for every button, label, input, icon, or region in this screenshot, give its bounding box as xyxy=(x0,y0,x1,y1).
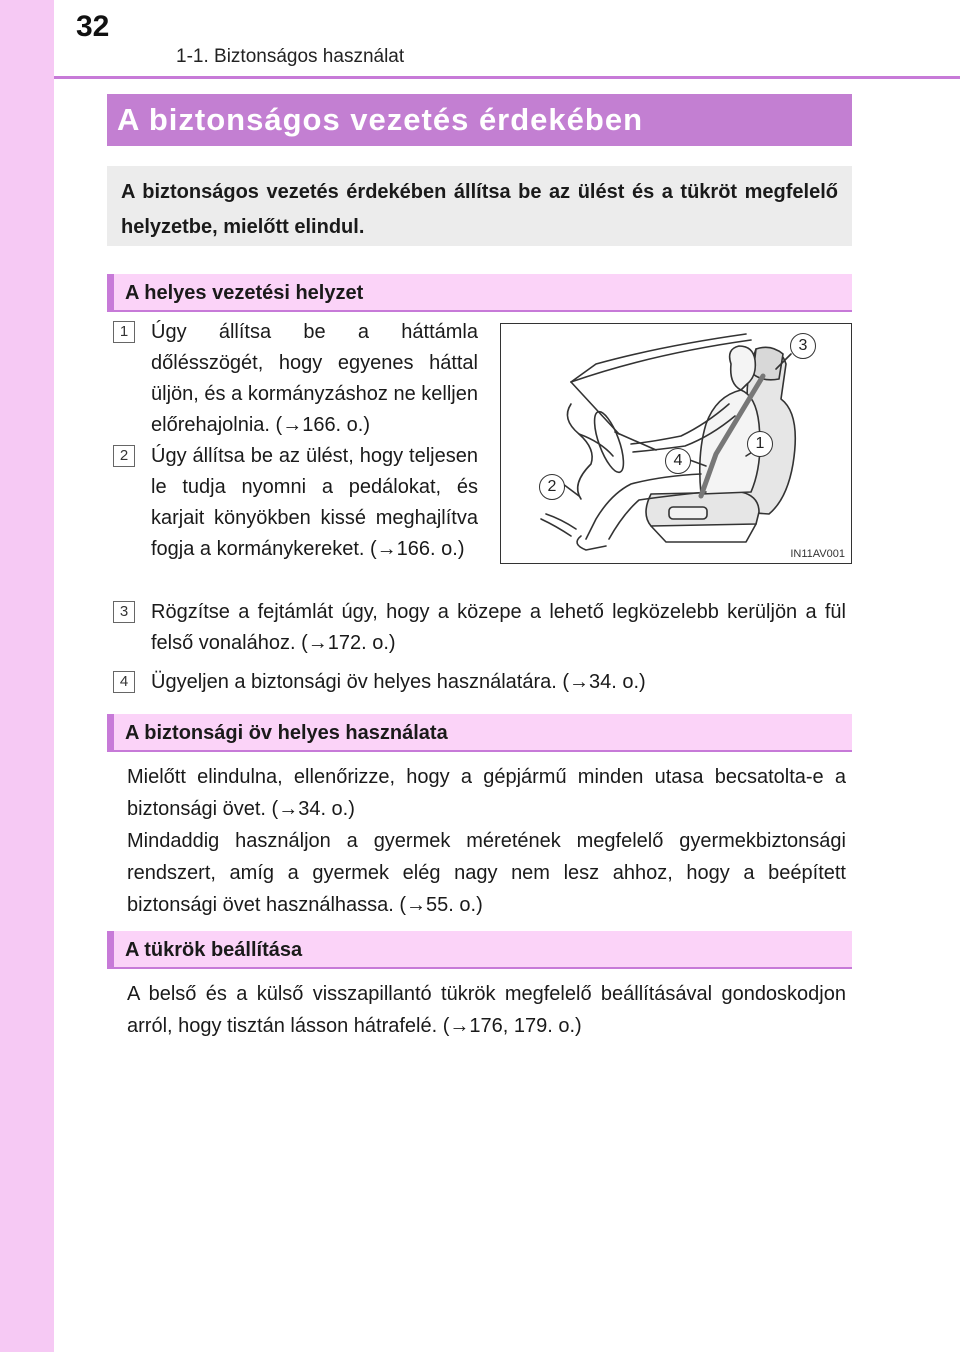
roof-line xyxy=(571,340,751,382)
page-number: 32 xyxy=(76,10,110,43)
subheading-accent-bar xyxy=(107,274,114,310)
figure-callout: 3 xyxy=(790,333,816,359)
roof-line-outer xyxy=(571,334,746,382)
paragraph: Mielőtt elindulna, ellenőrizze, hogy a gépjármű minden utasa becsatolta-e a biztonsági övet. (→34. o.) xyxy=(127,766,846,820)
item-text: Ügyeljen a biztonsági öv helyes használatára. (→34. o.) xyxy=(151,671,646,693)
subheading-text: A tükrök beállítása xyxy=(125,939,303,961)
subheading-mirrors xyxy=(107,931,852,969)
page-side-band xyxy=(0,0,54,1352)
section-label: 1-1. Biztonságos használat xyxy=(176,46,405,67)
item-number: 3 xyxy=(113,601,135,623)
dashboard xyxy=(567,404,592,499)
title-bar xyxy=(107,94,852,146)
paragraph: Mindaddig használjon a gyermek méretének megfelelő gyermekbiztonsági rendszert, amíg a gyermek elég nagy nem lesz ahhoz, hogy a beépített biztonsági övet használhassa. (→55. o.) xyxy=(127,830,846,916)
figure-callout: 4 xyxy=(665,448,691,474)
page-title: A biztonságos vezetés érdekében xyxy=(117,102,644,137)
figure-callout: 2 xyxy=(539,474,565,500)
driving-position-illustration xyxy=(500,323,852,564)
item-text: Úgy állítsa be a háttámla dőlésszögét, hogy egyenes háttal üljön, és a kormányzáshoz ne kelljen előrehajolnia. (→166. o.) xyxy=(151,321,478,436)
seat-adjuster xyxy=(669,507,707,519)
intro-text: A biztonságos vezetés érdekében állítsa be az ülést és a tükröt megfelelő helyzetbe, mielőtt elindul. xyxy=(121,181,838,238)
item-text: Úgy állítsa be az ülést, hogy teljesen le tudja nyomni a pedálokat, és karjait könyökben kissé meghajlítva fogja a kormánykereket. (→166. o.) xyxy=(151,445,478,560)
item-number: 1 xyxy=(113,321,135,343)
figure-code: IN11AV001 xyxy=(790,548,845,560)
intro-box xyxy=(107,166,852,246)
headrest xyxy=(753,347,783,379)
page-header xyxy=(54,0,960,80)
header-rule xyxy=(54,76,960,79)
subheading-seatbelt xyxy=(107,714,852,752)
pedal xyxy=(577,536,606,550)
driver-seat-drawing xyxy=(501,324,851,563)
subheading-text: A helyes vezetési helyzet xyxy=(125,282,364,304)
figure-callout: 1 xyxy=(747,431,773,457)
subheading-text: A biztonsági öv helyes használata xyxy=(125,722,448,744)
subheading-accent-bar xyxy=(107,714,114,750)
item-number: 4 xyxy=(113,671,135,693)
subheading-driving-position xyxy=(107,274,852,312)
subheading-accent-bar xyxy=(107,931,114,967)
item-text: Rögzítse a fejtámlát úgy, hogy a közepe a lehető legközelebb kerüljön a fül felső vonalához. (→172. o.) xyxy=(151,601,846,654)
seat-base xyxy=(651,524,756,542)
item-number: 2 xyxy=(113,445,135,467)
paragraph: A belső és a külső visszapillantó tükrök megfelelő beállításával gondoskodjon arról, hogy tisztán lásson hátrafelé. (→176, 179. o.) xyxy=(127,983,846,1037)
